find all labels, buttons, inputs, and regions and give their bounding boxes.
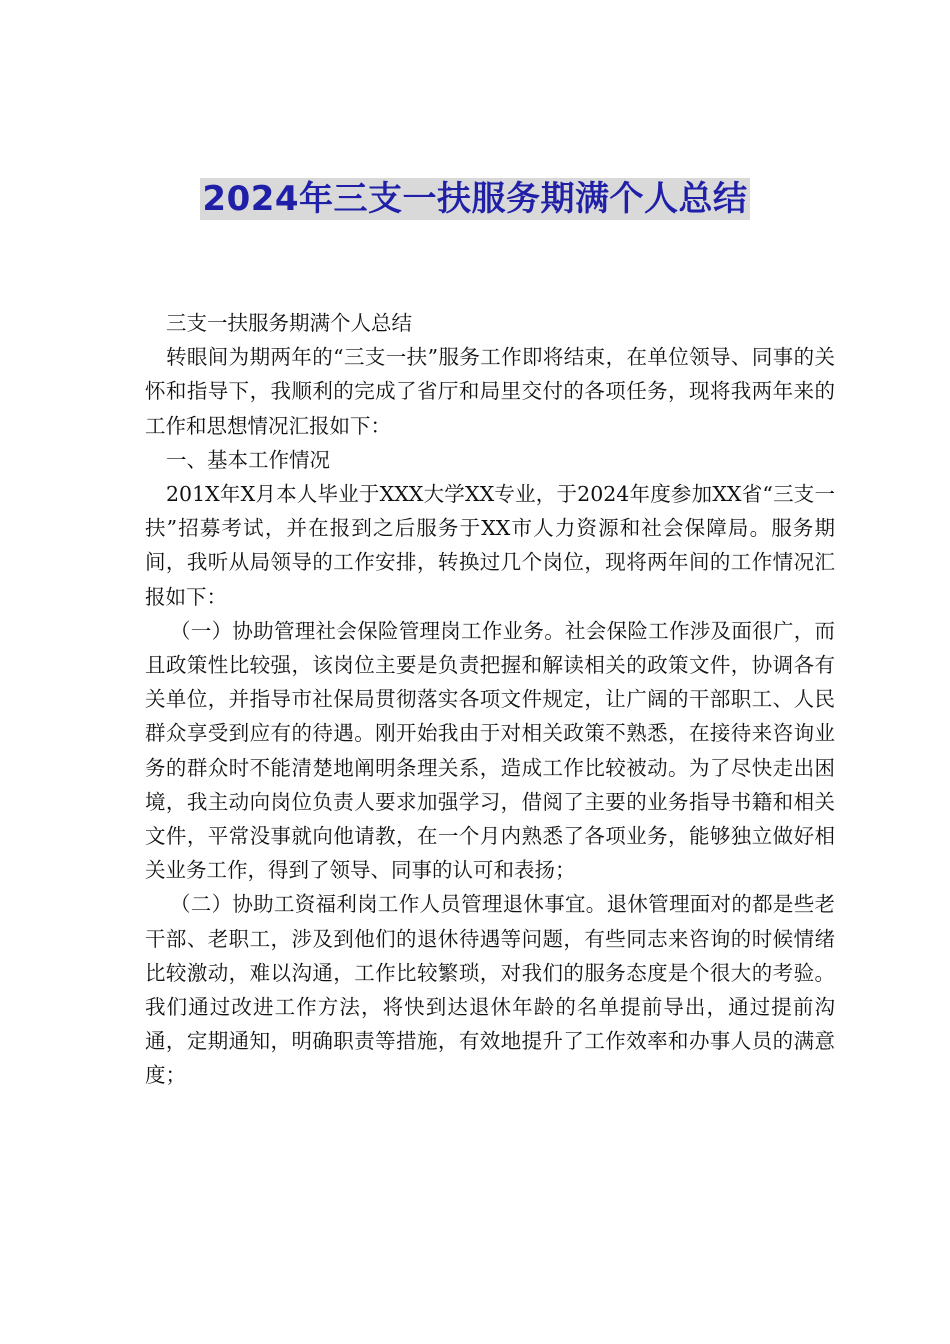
title-container [0, 178, 950, 220]
paragraph-item-1: （一）协助管理社会保险管理岗工作业务。社会保险工作涉及面很广，而且政策性比较强，该岗位主要是负责把握和解读相关的政策文件，协调各有关单位，并指导市社保局贯彻落实各项文件规定，让广阔的干部职工、人民群众享受到应有的待遇。刚开始我由于对相关政策不熟悉，在接待来咨询业务的群众时不能清楚地阐明条理关系，造成工作比较被动。为了尽快走出困境，我主动向岗位负责人要求加强学习，借阅了主要的业务指导书籍和相关文件，平常没事就向他请教，在一个月内熟悉了各项业务，能够独立做好相关业务工作，得到了领导、同事的认可和表扬； [145, 618, 835, 883]
paragraph-intro: 转眼间为期两年的“三支一扶”服务工作即将结束，在单位领导、同事的关怀和指导下，我顺利的完成了省厅和局里交付的各项任务，现将我两年来的工作和思想情况汇报如下： [145, 345, 835, 438]
paragraph-basic-info: 201X年X月本人毕业于XXX大学XX专业，于2024年度参加XX省“三支一扶”招募考试，并在报到之后服务于XX市人力资源和社会保障局。服务期间，我听从局领导的工作安排，转换过几个岗位，现将两年间的工作情况汇报如下： [145, 482, 835, 609]
section-heading: 一、基本工作情况 [166, 447, 330, 472]
paragraph-item-2: （二）协助工资福利岗工作人员管理退休事宜。退休管理面对的都是些老干部、老职工，涉及到他们的退休待遇等问题，有些同志来咨询的时候情绪比较激动，难以沟通，工作比较繁琐，对我们的服务态度是个很大的考验。我们通过改进工作方法，将快到达退休年龄的名单提前导出，通过提前沟通，定期通知，明确职责等措施，有效地提升了工作效率和办事人员的满意度； [145, 892, 835, 1088]
document-title: 2024年三支一扶服务期满个人总结 [202, 179, 748, 219]
document-body [145, 306, 835, 1093]
paragraph-heading: 三支一扶服务期满个人总结 [166, 311, 412, 335]
